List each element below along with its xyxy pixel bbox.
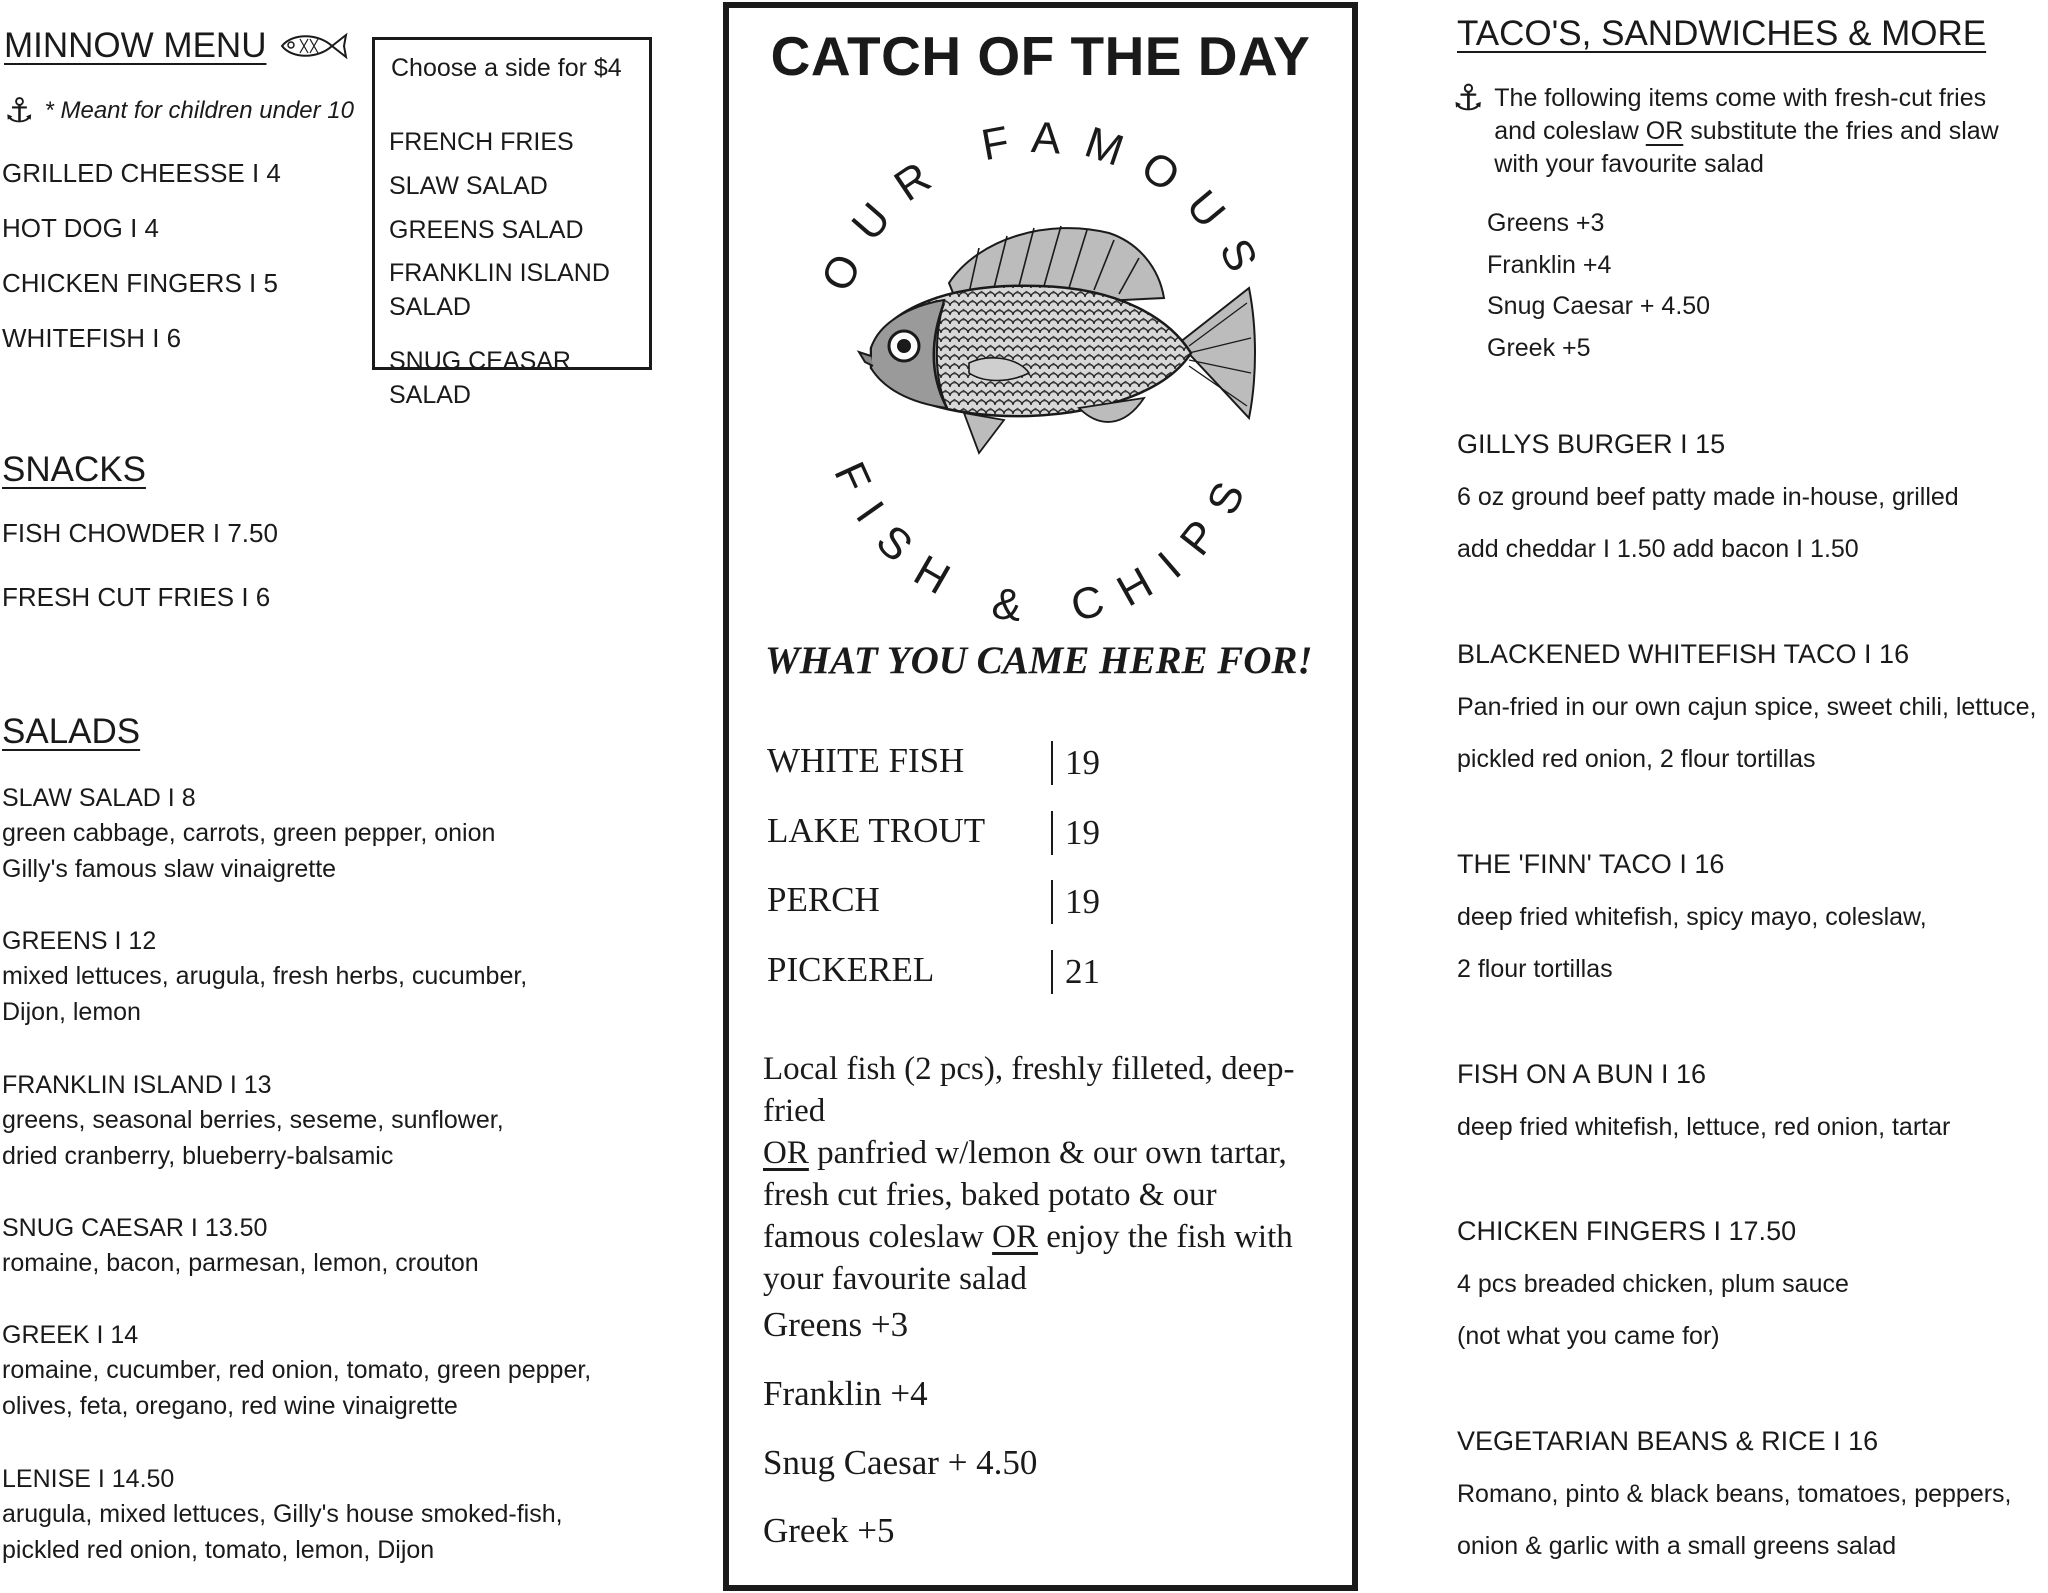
fish-price: 21 bbox=[1051, 950, 1100, 994]
snack-item: FISH CHOWDER I 7.50 bbox=[2, 518, 278, 548]
catch-title: CATCH OF THE DAY bbox=[770, 25, 1311, 87]
menu-item-name: BLACKENED WHITEFISH TACO I 16 bbox=[1457, 639, 1910, 669]
menu-item-name: VEGETARIAN BEANS & RICE I 16 bbox=[1457, 1426, 1879, 1456]
salad-desc: dried cranberry, blueberry-balsamic bbox=[2, 1142, 394, 1170]
tacos-title: TACO'S, SANDWICHES & MORE bbox=[1457, 14, 1987, 53]
salad-desc: Gilly's famous slaw vinaigrette bbox=[2, 855, 337, 883]
emblem-top-text: OUR FAMOUS bbox=[811, 112, 1276, 299]
menu-item-desc: deep fried whitefish, lettuce, red onion, tartar bbox=[1457, 1113, 1951, 1141]
desc-line: famous coleslaw OR enjoy the fish with bbox=[763, 1219, 1293, 1255]
tagline: WHAT YOU CAME HERE FOR! bbox=[765, 639, 1313, 682]
salad-name: SNUG CAESAR I 13.50 bbox=[2, 1214, 268, 1242]
menu-item-desc: (not what you came for) bbox=[1457, 1322, 1720, 1350]
menu-item-desc: pickled red onion, 2 flour tortillas bbox=[1457, 745, 1816, 773]
sides-box bbox=[372, 37, 652, 409]
minnow-note bbox=[4, 94, 354, 128]
minnow-note-text: * Meant for children under 10 bbox=[44, 97, 354, 124]
fish-name: PERCH bbox=[767, 880, 880, 919]
fish-price: 19 bbox=[1051, 741, 1100, 785]
menu-item-desc: 2 flour tortillas bbox=[1457, 955, 1613, 983]
menu-item-desc: 6 oz ground beef patty made in-house, grilled bbox=[1457, 483, 1959, 511]
salad-name: FRANKLIN ISLAND I 13 bbox=[2, 1071, 272, 1099]
salad-desc: greens, seasonal berries, seseme, sunflower, bbox=[2, 1106, 504, 1134]
menu-item-desc: Romano, pinto & black beans, tomatoes, peppers, bbox=[1457, 1480, 2012, 1508]
side-item: GREENS SALAD bbox=[389, 216, 584, 244]
desc-line: OR panfried w/lemon & our own tartar, bbox=[763, 1135, 1287, 1171]
salad-upgrade: Snug Caesar + 4.50 bbox=[763, 1443, 1038, 1482]
salad-upgrade: Greens +3 bbox=[763, 1305, 909, 1344]
minnow-menu-title: MINNOW MENU bbox=[4, 26, 267, 65]
snack-item: FRESH CUT FRIES I 6 bbox=[2, 582, 271, 612]
or-text: OR bbox=[992, 1219, 1038, 1255]
salad-name: SLAW SALAD I 8 bbox=[2, 784, 196, 812]
snacks-title: SNACKS bbox=[2, 450, 146, 489]
tacos-note bbox=[1452, 77, 1999, 181]
side-item: FRANKLIN ISLAND bbox=[389, 259, 610, 287]
side-item: SNUG CEASAR SALAD bbox=[389, 347, 571, 409]
side-item: SALAD bbox=[389, 293, 471, 321]
minnow-item: CHICKEN FINGERS I 5 bbox=[2, 268, 278, 298]
menu-item-name: THE 'FINN' TACO I 16 bbox=[1457, 849, 1725, 879]
salads-title: SALADS bbox=[2, 712, 141, 751]
fish-name: PICKEREL bbox=[767, 950, 935, 989]
fish-and-chips-emblem bbox=[779, 108, 1309, 628]
menu-item-name: CHICKEN FINGERS I 17.50 bbox=[1457, 1216, 1797, 1246]
salad-desc: green cabbage, carrots, green pepper, onion bbox=[2, 819, 496, 847]
minnow-item: GRILLED CHEESSE I 4 bbox=[2, 158, 281, 188]
menu-item-desc: deep fried whitefish, spicy mayo, coleslaw, bbox=[1457, 903, 1927, 931]
salad-name: LENISE I 14.50 bbox=[2, 1465, 175, 1493]
left-column bbox=[0, 0, 700, 1593]
tacos-note-text: The following items come with fresh-cut fries and coleslaw OR substitute the fries and slaw with your favourite salad bbox=[1494, 84, 1999, 178]
side-item: SLAW SALAD bbox=[389, 172, 548, 200]
emblem-bottom-text: FISH & CHIPS bbox=[824, 454, 1264, 628]
minnow-menu-heading bbox=[4, 26, 350, 66]
anchor-icon: ⚓ bbox=[1452, 77, 1485, 118]
perch-illustration bbox=[859, 226, 1255, 453]
salad-upgrade: Franklin +4 bbox=[763, 1374, 928, 1413]
menu-item-name: FISH ON A BUN I 16 bbox=[1457, 1059, 1707, 1089]
menu-item-desc: Pan-fried in our own cajun spice, sweet chili, lettuce, bbox=[1457, 693, 2037, 721]
salad-desc: olives, feta, oregano, red wine vinaigrette bbox=[2, 1392, 458, 1420]
salad-name: GREEK I 14 bbox=[2, 1321, 139, 1349]
salad-name: GREENS I 12 bbox=[2, 927, 157, 955]
desc-line: Local fish (2 pcs), freshly filleted, deep-fried bbox=[763, 1051, 1295, 1129]
menu-item-desc: 4 pcs breaded chicken, plum sauce bbox=[1457, 1270, 1849, 1298]
or-text: OR bbox=[763, 1135, 809, 1171]
minnow-item: WHITEFISH I 6 bbox=[2, 323, 182, 353]
salad-upgrade: Franklin +4 bbox=[1487, 251, 1612, 279]
side-item: FRENCH FRIES bbox=[389, 128, 574, 156]
salad-desc: romaine, cucumber, red onion, tomato, green pepper, bbox=[2, 1356, 592, 1384]
sides-title: Choose a side for $4 bbox=[391, 54, 622, 82]
salad-upgrade: Snug Caesar + 4.50 bbox=[1487, 292, 1711, 320]
menu-item-desc: onion & garlic with a small greens salad bbox=[1457, 1532, 1897, 1560]
fish-name: WHITE FISH bbox=[767, 741, 965, 780]
salad-upgrade: Greek +5 bbox=[1487, 334, 1591, 362]
menu-item-desc: add cheddar I 1.50 add bacon I 1.50 bbox=[1457, 535, 1859, 563]
salad-desc: arugula, mixed lettuces, Gilly's house smoked-fish, bbox=[2, 1500, 563, 1528]
salad-desc: romaine, bacon, parmesan, lemon, crouton bbox=[2, 1249, 479, 1277]
fish-icon bbox=[278, 29, 350, 63]
salad-desc: mixed lettuces, arugula, fresh herbs, cucumber, bbox=[2, 962, 528, 990]
catch-of-the-day-panel bbox=[723, 2, 1358, 1591]
anchor-icon: ⚓ bbox=[4, 92, 35, 130]
desc-line: your favourite salad bbox=[763, 1261, 1027, 1297]
fish-price: 19 bbox=[1051, 880, 1100, 924]
minnow-item: HOT DOG I 4 bbox=[2, 213, 159, 243]
desc-line: fresh cut fries, baked potato & our bbox=[763, 1177, 1217, 1213]
salad-desc: Dijon, lemon bbox=[2, 998, 141, 1026]
fish-price: 19 bbox=[1051, 811, 1100, 855]
salad-upgrade: Greens +3 bbox=[1487, 209, 1605, 237]
menu-item-name: GILLYS BURGER I 15 bbox=[1457, 429, 1726, 459]
salad-upgrade: Greek +5 bbox=[763, 1511, 895, 1550]
fish-name: LAKE TROUT bbox=[767, 811, 986, 850]
fish-description bbox=[763, 1048, 1353, 1300]
or-text: OR bbox=[1645, 117, 1684, 145]
salad-desc: pickled red onion, tomato, lemon, Dijon bbox=[2, 1536, 435, 1564]
